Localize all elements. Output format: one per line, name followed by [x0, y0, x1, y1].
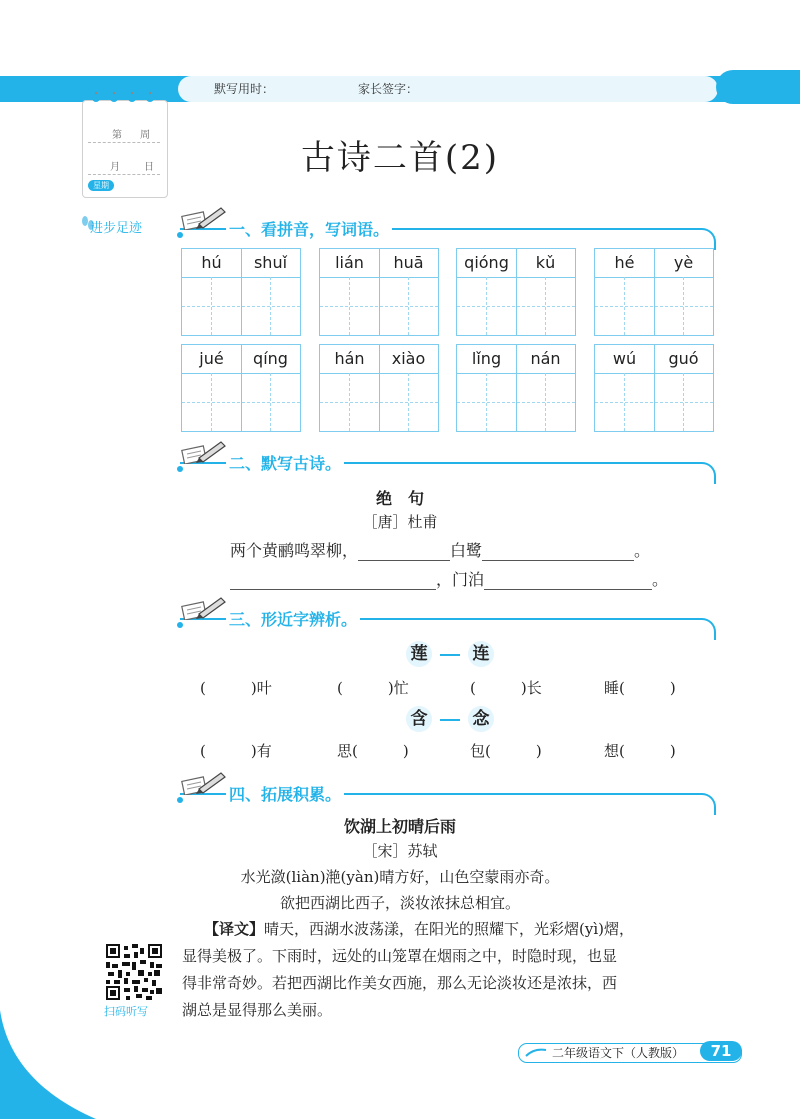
- pinyin-box[interactable]: [456, 248, 576, 336]
- section4-title: 四、拓展积累。: [226, 782, 344, 805]
- calendar-ring: [128, 94, 136, 102]
- poem2-line1: 水光潋(liàn)滟(yàn)晴方好，山色空蒙雨亦奇。: [240, 868, 560, 886]
- pair2-item[interactable]: 思( ): [337, 742, 409, 760]
- pair1-item[interactable]: 睡( ): [604, 679, 676, 697]
- pinyin-right: huā: [393, 253, 424, 272]
- answer-blank[interactable]: [482, 546, 634, 561]
- translation-line: 得非常奇妙。若把西湖比作美女西施，那么无论淡妆还是浓抹，西: [182, 974, 618, 992]
- poem1-line2-mid: ，门泊: [436, 570, 485, 589]
- corner-wave-decoration: [0, 1010, 110, 1119]
- pinyin-left: lǐng: [471, 349, 502, 368]
- pencil-icon: [181, 596, 227, 620]
- poem1-line2-end: 。: [652, 570, 669, 589]
- pinyin-box[interactable]: [456, 344, 576, 432]
- calendar-day-label: 日: [144, 162, 154, 173]
- pinyin-box[interactable]: [594, 248, 714, 336]
- pair2-char-b: 念: [468, 706, 494, 732]
- poem1-title: 绝 句: [375, 489, 424, 508]
- poem1-line1-end: 。: [634, 541, 651, 560]
- pinyin-right: kǔ: [535, 253, 556, 272]
- section2-title: 二、默写古诗。: [226, 451, 344, 474]
- answer-blank[interactable]: [484, 575, 652, 590]
- footer-book-label: 二年级语文下（人教版）: [552, 1046, 685, 1060]
- poem1-line1-mid: 白鹭: [450, 541, 483, 560]
- pair1-item[interactable]: ( )忙: [337, 679, 409, 697]
- pinyin-box[interactable]: [319, 248, 439, 336]
- pinyin-right: xiào: [391, 349, 426, 368]
- pair1-char-b: 连: [468, 641, 494, 667]
- pinyin-box[interactable]: [319, 344, 439, 432]
- calendar-weekday-badge: 星期: [88, 180, 114, 191]
- poem2-line2: 欲把西湖比西子，淡妆浓抹总相宜。: [279, 894, 520, 912]
- pinyin-right: yè: [673, 253, 694, 272]
- translation-text: 晴天，西湖水波荡漾，在阳光的照耀下，光彩熠(yì)熠，: [264, 920, 634, 938]
- parent-sign-label: 家长签字：: [358, 82, 419, 96]
- pinyin-right: qíng: [253, 349, 288, 368]
- pencil-icon: [181, 206, 227, 230]
- pair2-item[interactable]: ( )有: [200, 742, 272, 760]
- answer-blank[interactable]: [358, 546, 450, 561]
- pair1-item[interactable]: ( )叶: [200, 679, 272, 697]
- pinyin-left: hán: [334, 349, 365, 368]
- poem1-line1: [230, 538, 650, 561]
- calendar-week-label: 第: [112, 130, 122, 141]
- page-title: 古诗二首(2): [300, 138, 500, 178]
- pair1-char-a: 莲: [406, 641, 432, 667]
- pencil-icon: [181, 771, 227, 795]
- progress-footprint-text: 进步足迹: [90, 221, 143, 236]
- translation-label: 【译文】: [204, 920, 265, 938]
- qr-code-icon[interactable]: [106, 944, 162, 1000]
- pencil-icon: [181, 440, 227, 464]
- pinyin-left: lián: [335, 253, 364, 272]
- pair2-char-a: 含: [406, 706, 432, 732]
- pair-dash: [440, 654, 460, 656]
- answer-blank[interactable]: [230, 575, 436, 590]
- pair-dash: [440, 719, 460, 721]
- pair2-item[interactable]: 包( ): [470, 742, 542, 760]
- pinyin-box[interactable]: [594, 344, 714, 432]
- dictation-time-label: 默写用时：: [214, 82, 275, 96]
- header-right-tab: [716, 70, 800, 104]
- pinyin-box[interactable]: [181, 248, 301, 336]
- calendar-ring: [92, 94, 100, 102]
- translation-line: 湖总是显得那么美丽。: [182, 1001, 333, 1019]
- section3-title: 三、形近字辨析。: [226, 607, 360, 630]
- swoosh-icon: [524, 1046, 548, 1058]
- section1-title: 一、看拼音，写词语。: [226, 217, 392, 240]
- pinyin-right: nán: [530, 349, 561, 368]
- pinyin-left: hé: [614, 253, 635, 272]
- poem2-author: ［宋］苏轼: [362, 842, 438, 860]
- pinyin-right: shuǐ: [253, 253, 288, 272]
- page-number: 71: [700, 1041, 742, 1061]
- calendar-month-label: 月: [110, 162, 120, 173]
- pinyin-left: hú: [201, 253, 222, 272]
- poem1-author: ［唐］杜甫: [362, 513, 438, 531]
- qr-label: 扫码听写: [104, 1005, 148, 1018]
- pinyin-box[interactable]: [181, 344, 301, 432]
- calendar-ring: [110, 94, 118, 102]
- translation-line: 显得美极了。下雨时，远处的山笼罩在烟雨之中，时隐时现，也显: [182, 947, 618, 965]
- pinyin-left: wú: [612, 349, 637, 368]
- calendar-week-unit: 周: [140, 130, 150, 141]
- poem1-line2: [230, 567, 668, 590]
- poem1-line1-start: 两个黄鹂鸣翠柳，: [230, 541, 359, 560]
- pinyin-left: qióng: [464, 253, 509, 272]
- pair1-item[interactable]: ( )长: [470, 679, 542, 697]
- poem2-title: 饮湖上初晴后雨: [343, 817, 456, 836]
- translation-line: [204, 918, 634, 939]
- calendar-ring: [146, 94, 154, 102]
- pinyin-right: guó: [668, 349, 699, 368]
- pinyin-left: jué: [199, 349, 224, 368]
- pair2-item[interactable]: 想( ): [604, 742, 676, 760]
